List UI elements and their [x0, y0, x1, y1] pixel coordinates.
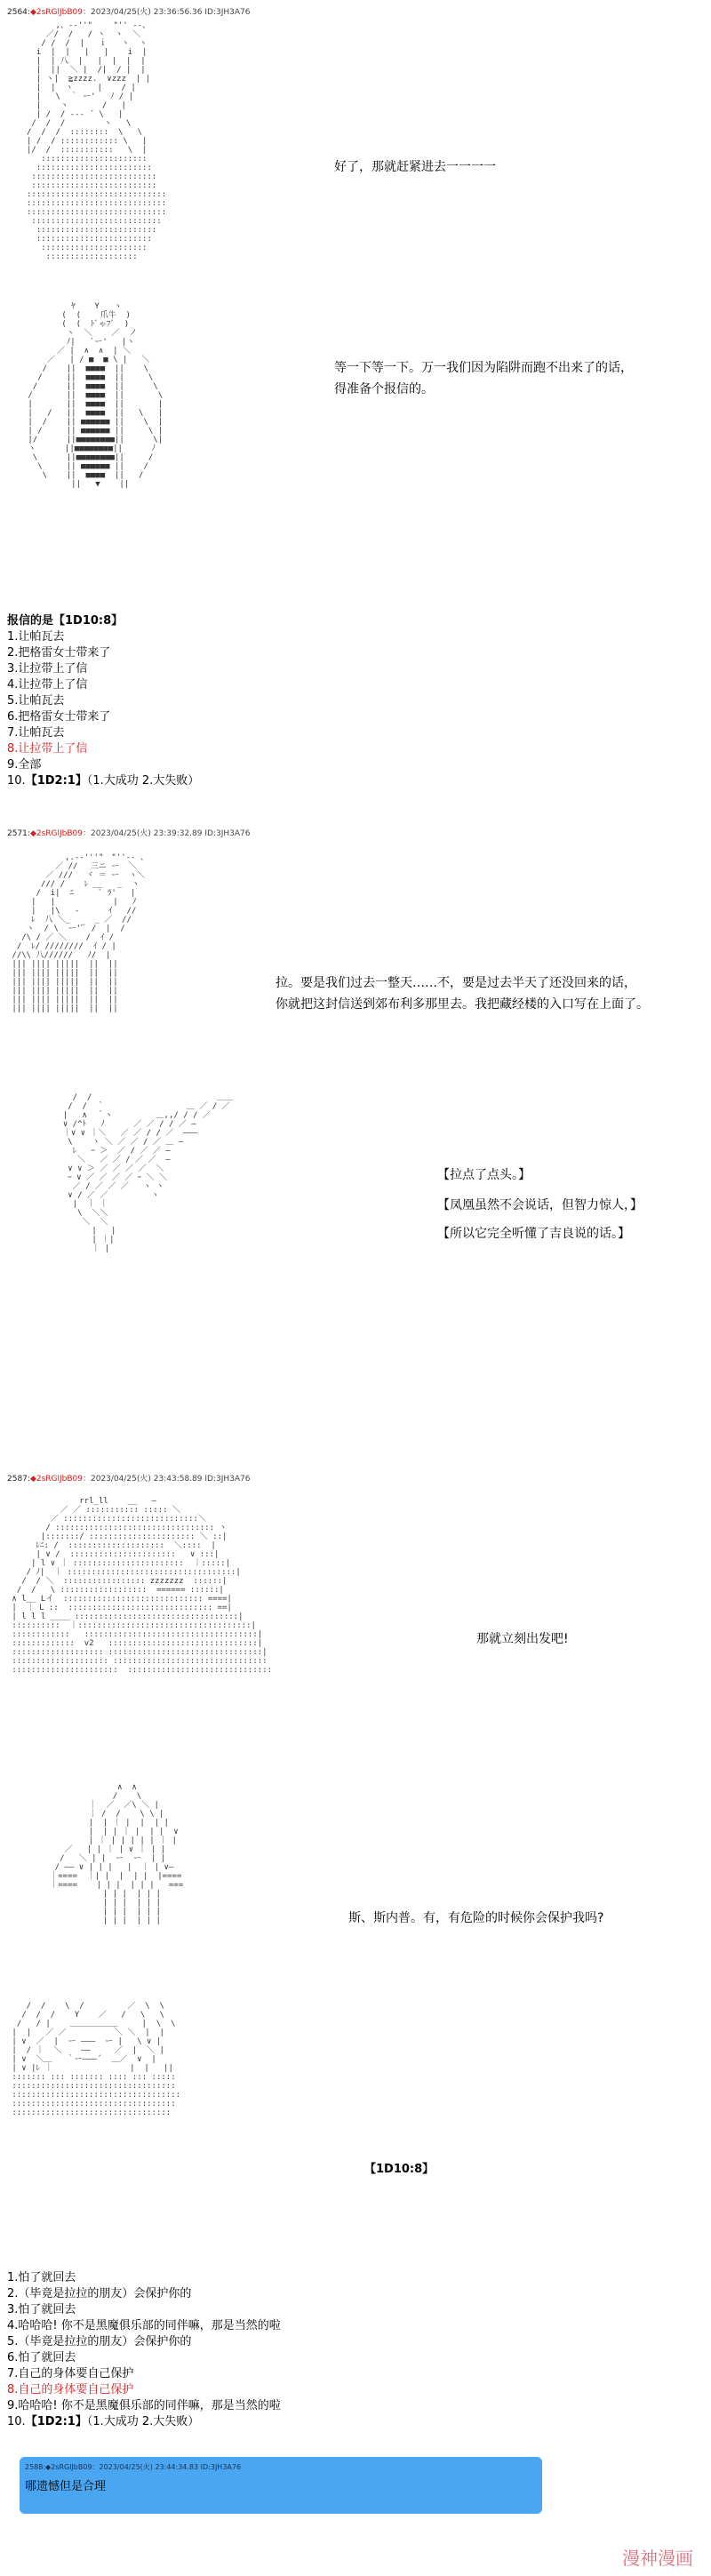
- dice-options: （1.大成功 2.大失败）: [86, 2415, 200, 2428]
- reply-text: 哪遗憾但是合理: [25, 2480, 107, 2493]
- list-item-dice: [7, 2414, 505, 2430]
- reply-box: [20, 2457, 542, 2514]
- list-item: 3.怕了就回去: [7, 2303, 76, 2316]
- list-item: 9.全部: [7, 758, 42, 772]
- list-item: 3.让拉带上了信: [7, 662, 88, 676]
- list-item: 2.（毕竟是拉拉的朋友）会保护你的: [7, 2287, 192, 2300]
- list-item: 6.把格雷女士带来了: [7, 710, 111, 724]
- dice-result: 【1D2:1】: [25, 774, 87, 788]
- list-item-dice: [7, 773, 345, 789]
- post-header: [7, 827, 250, 838]
- list-item: 7.自己的身体要自己保护: [7, 2367, 134, 2380]
- roll-list-2: [7, 2270, 505, 2430]
- dialogue-2-line-1: 等一下等一下。万一我们因为陷阱而跑不出来了的话，: [334, 361, 633, 375]
- list-item: 4.让拉带上了信: [7, 678, 88, 692]
- post-number: 2571:: [7, 829, 30, 838]
- poster-name[interactable]: ◆2sRGlJbB09: [29, 1475, 83, 1484]
- dice-result: 【1D2:1】: [25, 2415, 87, 2428]
- post-meta: ：2023/04/25(火) 23:43:58.89 ID:3JH3A76: [83, 1475, 251, 1484]
- post-header: [7, 5, 250, 17]
- poster-name[interactable]: ◆2sRGlJbB09: [29, 829, 83, 838]
- dialogue-1: 好了，那就赶紧进去一一一一: [334, 160, 496, 174]
- list-item: 5.（毕竟是拉拉的朋友）会保护你的: [7, 2335, 192, 2348]
- poster-name[interactable]: ◆2sRGlJbB09: [29, 8, 83, 17]
- dice-result-2: 【1D10:8】: [364, 2163, 435, 2176]
- list-item: 9.哈哈哈! 你不是黑魔俱乐部的同伴嘛，那是当然的啦: [7, 2399, 281, 2412]
- post-meta: ：2023/04/25(火) 23:39:32.89 ID:3JH3A76: [83, 829, 251, 838]
- list-item: 5.让帕瓦去: [7, 694, 65, 708]
- dialogue-3-line-2: 你就把这封信送到郊布利多那里去。我把藏经楼的入口写在上面了。: [276, 997, 649, 1012]
- ascii-art-character-2: ﾔ Y ヽ ( ( 爪牛 ) ( ( ﾄﾞゃﾌﾞ ) ヽ ＼ ／ ノ ﾉ| `ー' |ヽ ／ | ∧ ∧ | ＼ ／ | / ■ ■ \ | ＼ / || ■■■■ || \ / || ■■■■ || \ / || ■■■■ || \ / || ■■■■ || \ | || ■■■■ || | | / || ■■■■ || \ | | / || ■■■■■■ || \ | | / || ■■■■■■ || \ | |/ ||■■■■■■■■|| \| ヽ ||■■■■■■■■|| ﾉ \ ||■■■■■■■■|| / \ || ■■■■■■ || / \ || ■■■■ || / || ▼ ||: [28, 302, 164, 489]
- list-item-prefix: 10.: [7, 774, 26, 788]
- list-item: 1.让帕瓦去: [7, 630, 65, 644]
- dialogue-3-line-1: 拉。要是我们过去一整天……不，要是过去半天了还没回来的话，: [276, 976, 636, 990]
- list-item: 4.哈哈哈! 你不是黑魔俱乐部的同伴嘛，那是当然的啦: [7, 2319, 281, 2332]
- list-item: 7.让帕瓦去: [7, 726, 65, 740]
- list-item: 2.把格雷女士带来了: [7, 646, 111, 660]
- ascii-art-character-1: ,、-‐''"￣ ￣"'' ‐-、 ／/ / / ヽ ヽ ＼ / / / | ｉ ヽ ヽ i | | | | i | | | 八 | | | | | | || ＼ | /| / | | | ヽ| ≧zzzz. ∨zzz | | | | ヽ | / | | \ ｀ ー' ﾉ / | | ヽ / | | / / ‐‐‐ ´ \ | / / / ヽ \ / / / :::::::: \ \ | / / :::::::::::: \ | |/ / ::::::::::: \ | :::::::::::::::::::::: :::::::::::::::::::::::: :::::::::::::::::::::::::: :::::::::::::::::::::::::: ::::::::::::::::::::::::::::: ::::::::::::::::::::::::::::: ::::::::::::::::::::::::::::: ::::::::::::::::::::::::::: ::::::::::::::::::::::::: :::::::::::::::::::::::: :::::::::::::::::::::: :::::::::::::::::::: [27, 21, 167, 261]
- post-header: [7, 1472, 250, 1484]
- roll-title: 报信的是【1D10:8】: [7, 614, 124, 628]
- list-item-selected: 8.自己的身体要自己保护: [7, 2383, 134, 2396]
- dice-options: （1.大成功 2.大失败）: [86, 774, 200, 788]
- list-item-selected: 8.让拉带上了信: [7, 742, 88, 756]
- list-item: 1.怕了就回去: [7, 2271, 76, 2284]
- post-meta: ：2023/04/25(火) 23:36:56.36 ID:3JH3A76: [83, 8, 251, 17]
- post-number: 2564:: [7, 8, 30, 17]
- reply-header: 2588:◆2sRGlJbB09：2023/04/25(火) 23:44:34.83 ID:3JH3A76: [25, 2463, 242, 2471]
- ascii-art-character-3: ,.-‐'''"￣"''‐- 、 ／ // 三ニ ー ＼ ／ /// ヾ ＝ ー ヽ＼ /// / ﾚ __ _ ヽ / i| ﾆ ` ﾗ' | | | | ﾉ | |\ ‐ ｲ // ﾚ 八 ＼_ _ ／ // ヽ / \ ー''ﾞ / | / /\ / ／ ＼ / ｲ / / ﾚ/ //////// ｲ / | //\\ 八////// ﾉ/ | ||| |||| ||||| || || ||| |||| ||||| || || ||| |||| ||||| || || ||| |||| ||||| || || ||| |||| ||||| || || ||| |||| ||||| || ||: [12, 853, 148, 1013]
- watermark-logo: 漫神漫画: [622, 2548, 693, 2569]
- ascii-art-group-scene: rrl_ll __ ― ／ ／ ::::::::::: ::::: ＼ ／ ::::::::::::::::::::::::::::＼ / ::::::::::::::::::::::::::::::::: ヽ |:::::::/ :::::::::::::::::::::: ＼ ::| ﾚﾆ: / :::::::::::::::::::: ＼:::: | | ∨ / :::::::::::::::::::::: ∨ :::| | l ∨ ｜ ::::::::::::::::::::::: ｜:::::| / ﾉ| ｜ :::::::::::::::::::::::::::::::::::| / / ＼ ::::::::::::::::: zzzzzzz ::::::| / / \ :::::::::::::::::: ====== ::::::| ∧ l__ Lイ ::::::::::::::::::::::::::::: ====| | ｜ L :: :::::::::::::::::::::::::::::: ==| | l l l ____ ::::::::::::::::::::::::::::::::::| :::::::::: ｜::::::::::::::::::::::::::::::::::::| :::::::::::: ::::::::::::::::::::::::::::::::::::| ::::::::::::: v2 :::::::::::::::::::::::::::::::| ::::::::::::::::::: ::::::::::::::::::::::::::::::::| :::::::::::::::::::: :::::::::::::::::::::::::::::::: :::::::::::::::::::::: ::::::::::::::::::::::::::::::: [12, 1497, 273, 1675]
- dialogue-6: 斯、斯内普。有，有危险的时候你会保护我吗?: [348, 1911, 604, 1925]
- roll-list-1: [7, 613, 345, 789]
- list-item-prefix: 10.: [7, 2415, 26, 2428]
- dialogue-4-line-1: 【拉点了点头。】: [437, 1168, 531, 1182]
- dialogue-2-line-2: 得准备个报信的。: [334, 382, 434, 396]
- dialogue-5: 那就立刻出发吧!: [476, 1632, 569, 1646]
- post-number: 2587:: [7, 1475, 30, 1484]
- dialogue-4-line-2: 【凤凰虽然不会说话，但智力惊人，】: [437, 1198, 643, 1212]
- list-item: 6.怕了就回去: [7, 2351, 76, 2364]
- ascii-art-character-duo: / / \ / ／ \ \ / / / Y ／ / \ \ / / | ＿＿＿＿＿＿ | \ \ | | ／ ／ ＼ ＼ | | | ∨ ／ | ー ――― ー | \ ∨ | | / ｜ ＼ ―― ／ | ＼ | | ∨ ＼＿ ｀ー―――´ ＿／ ∨ | | ∨ |ﾚ ｜ | | || ::::::: ::: ::::::: :::: ::: ::::: :::::::::::::::::::::::::::::::::: ::::::::::::::::::::::::::::::::::: :::::::::::::::::::::::::::::::::: :::::::::::::::::::::::::::::::::: [12, 2002, 181, 2117]
- dialogue-4-line-3: 【所以它完全听懂了吉良说的话。】: [437, 1227, 630, 1241]
- ascii-art-phoenix: / / ＿＿ / / ｀ ＿ ／ / ／ | ∧ ｀ヽ ＿,,/ / / ／ ∨ /^ﾄ ﾉ ／ ／ / / ／ ― ｜∨ ∨ ｜＼ ／ ／ / / ／ ――― \ ヽ ＼ ／ ／ / ／ ＿ ― ﾚ ｰ ＞ ／ / ／ ／ ― ＼ ／ ／ / ／ ／ ― ∨ ∨ ＞ ／ ／ ／ ／ ＼ ｰ ∨ ／ ／ ／ ／ ｰ ＼ ＼ ／ / ／ ／ ／ ヽ ヽ ∨ / ／ ／ ヽ | ｜ ｜ \ ＼＼ ＼ ＼ | | | ｜| ｜ |: [62, 1093, 234, 1253]
- ascii-art-snape: ∧ ∧ / \ ｜ ／ ／\ ＼ | ｜ / / \ \ | | | ｜ | | | | | | | ｜ | | | ∨ | ｜ | | | | | ｜ | ／ | | ｜ | ∨ ｜ | | / ＼ | | ー ー | | / ―― ∨ | | | | ｜ | ∨― ｜==== ｜| | | | | |==== ｜==== | | | | | | === | | | | | | | | | | | | | | | | | | | | | | | |: [50, 1783, 184, 1925]
